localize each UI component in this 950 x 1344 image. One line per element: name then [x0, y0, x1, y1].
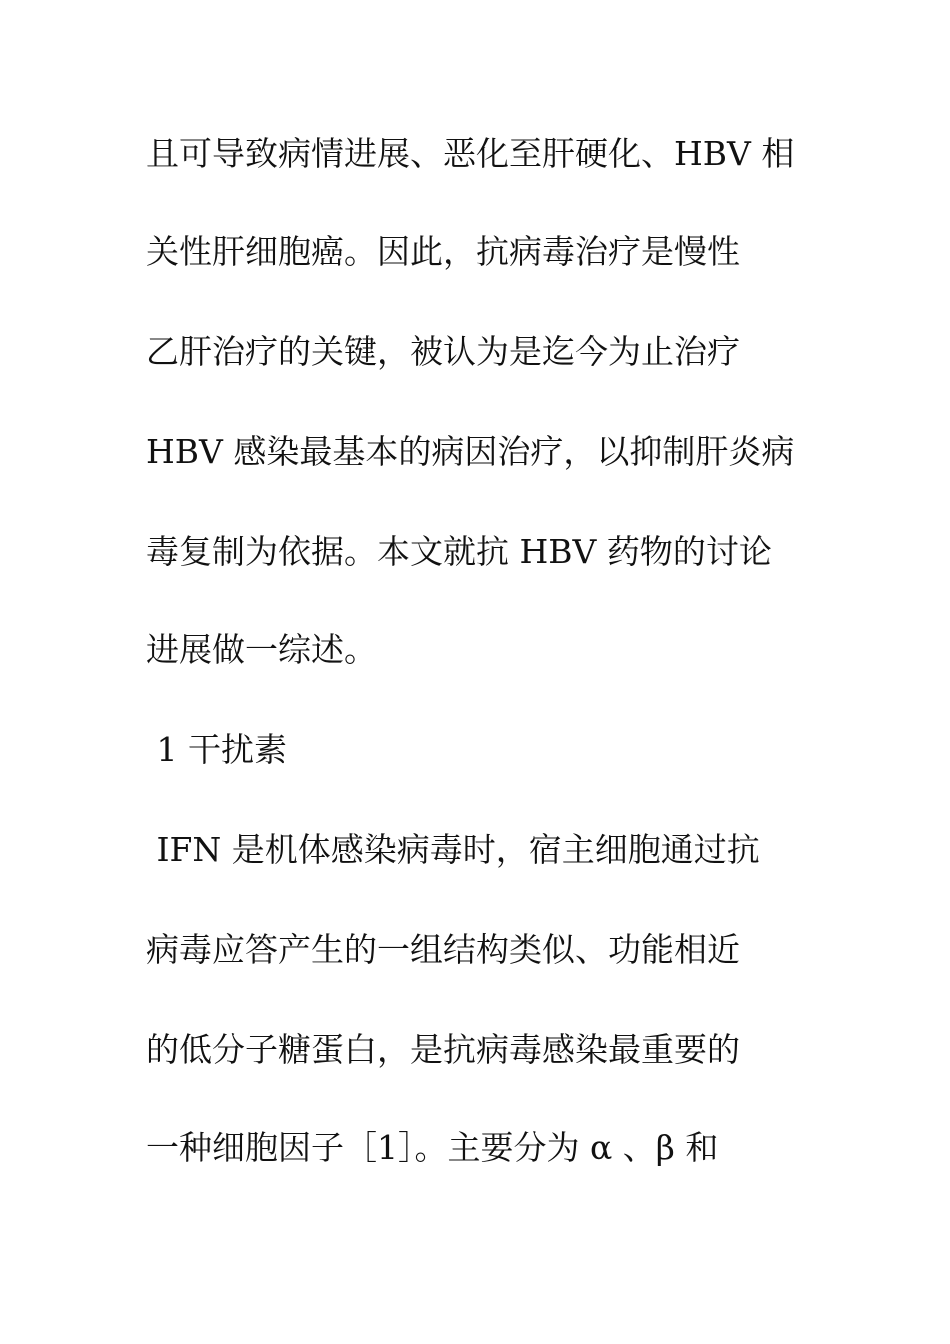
paragraph-line: 关性肝细胞癌。因此，抗病毒治疗是慢性 [146, 232, 740, 271]
paragraph-line: 乙肝治疗的关键，被认为是迄今为止治疗 [146, 332, 740, 371]
paragraph-line: 病毒应答产生的一组结构类似、功能相近 [146, 930, 740, 969]
paragraph-line: 进展做一综述。 [146, 630, 377, 669]
paragraph-line: 的低分子糖蛋白，是抗病毒感染最重要的 [146, 1030, 740, 1069]
paragraph-line: 一种细胞因子［1］。主要分为 α 、β 和 [146, 1128, 719, 1167]
paragraph-line: 毒复制为依据。本文就抗 HBV 药物的讨论 [146, 532, 772, 571]
section-heading: 1 干扰素 [146, 730, 287, 769]
paragraph-line: 且可导致病情进展、恶化至肝硬化、HBV 相 [146, 134, 795, 173]
paragraph-line: IFN 是机体感染病毒时，宿主细胞通过抗 [146, 830, 760, 869]
paragraph-line: HBV 感染最基本的病因治疗，以抑制肝炎病 [146, 432, 795, 471]
